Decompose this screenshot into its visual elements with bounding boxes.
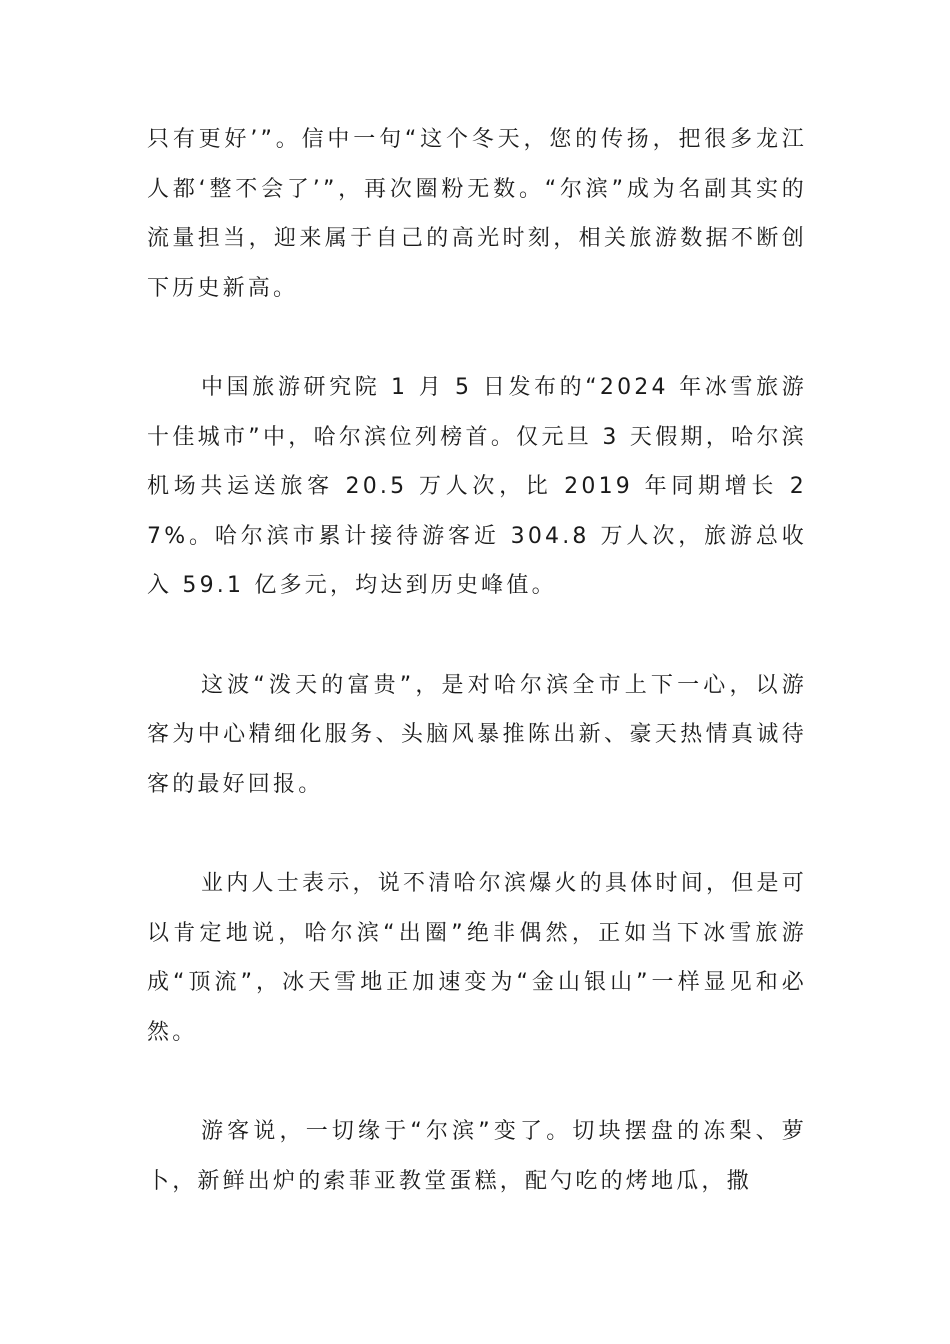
paragraph-spacer [147, 313, 807, 363]
paragraph-1: 只有更好’”。信中一句“这个冬天，您的传扬，把很多龙江人都‘整不会了’”，再次圈粉无数。“尔滨”成为名副其实的流量担当，迎来属于自己的高光时刻，相关旅游数据不断创下历史新高。 [147, 127, 807, 301]
paragraph-spacer [147, 611, 807, 661]
document-body [147, 115, 807, 1206]
paragraph-5: 游客说，一切缘于“尔滨”变了。切块摆盘的冻梨、萝卜，新鲜出炉的索菲亚教堂蛋糕，配勺吃的烤地瓜，撒 [147, 1119, 807, 1194]
paragraph-2: 中国旅游研究院 1 月 5 日发布的“2024 年冰雪旅游十佳城市”中，哈尔滨位列榜首。仅元旦 3 天假期，哈尔滨机场共运送旅客 20.5 万人次，比 2019 年同期增长 27%。哈尔滨市累计接待游客近 304.8 万人次，旅游总收入 59.1 亿多元，均达到历史峰值。 [147, 375, 807, 598]
paragraph-spacer [147, 809, 807, 859]
paragraph-4: 业内人士表示，说不清哈尔滨爆火的具体时间，但是可以肯定地说，哈尔滨“出圈”绝非偶然，正如当下冰雪旅游成“顶流”，冰天雪地正加速变为“金山银山”一样显见和必然。 [147, 871, 807, 1045]
paragraph-spacer [147, 1057, 807, 1107]
paragraph-3: 这波“泼天的富贵”，是对哈尔滨全市上下一心，以游客为中心精细化服务、头脑风暴推陈出新、豪天热情真诚待客的最好回报。 [147, 672, 807, 797]
